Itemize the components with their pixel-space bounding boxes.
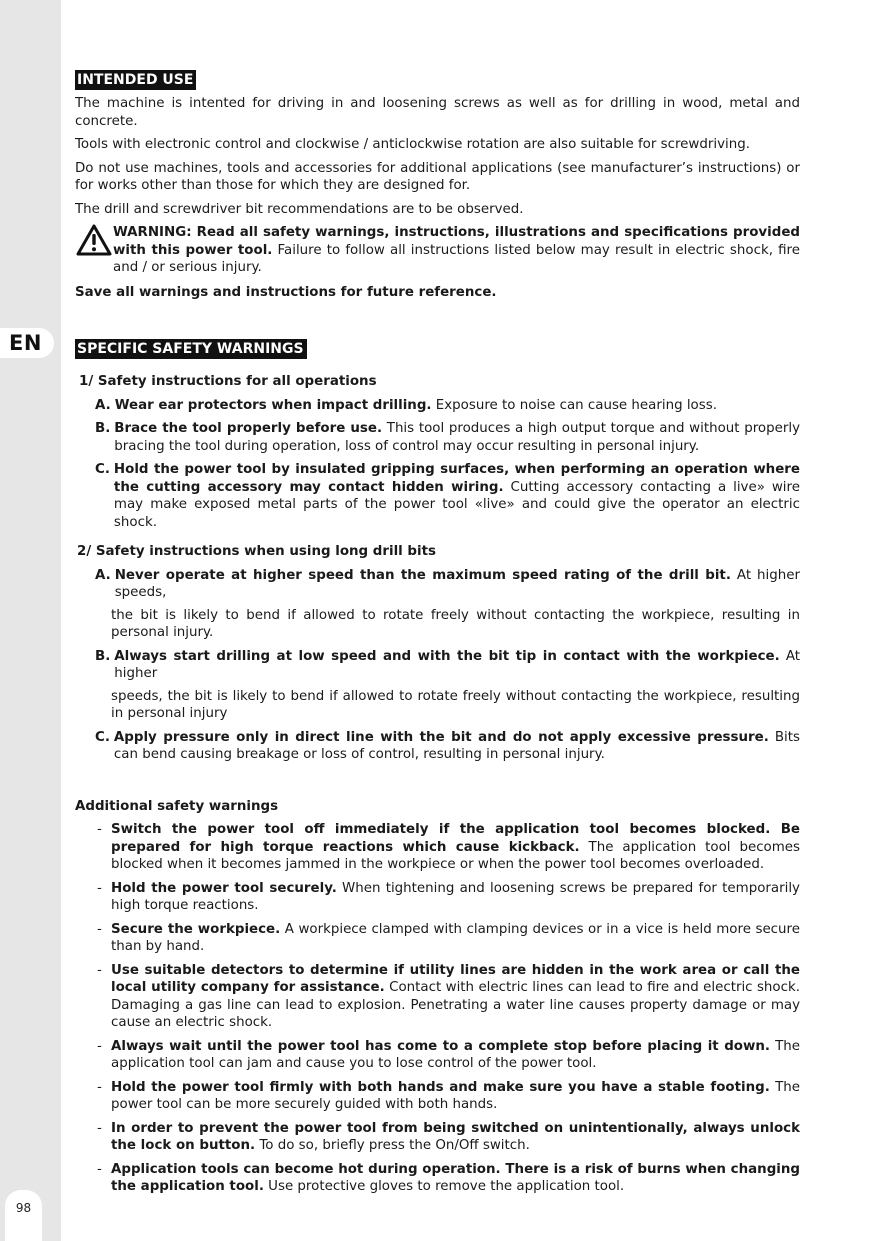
section2-title: 2/ Safety instructions when using long drill bits bbox=[77, 544, 436, 559]
item-bold: Hold the power tool by insulated gripping surfaces, when performing an operation where the cutting accessory may contact hidden wiring. bbox=[113, 462, 800, 495]
side-margin-strip bbox=[0, 0, 61, 1241]
additional-safety-section bbox=[75, 798, 800, 1196]
list-item bbox=[95, 397, 800, 415]
page-content bbox=[75, 70, 800, 1196]
save-instructions-note: Save all warnings and instructions for future reference. bbox=[75, 284, 497, 300]
section1-title: 1/ Safety instructions for all operations bbox=[79, 374, 377, 389]
item-text: At higher bbox=[114, 648, 800, 681]
dash-bullet: - bbox=[97, 1120, 102, 1136]
item-label: B. bbox=[95, 421, 111, 436]
intended-use-paragraph: The drill and screwdriver bit recommendations are to be observed. bbox=[75, 201, 524, 217]
list-item bbox=[95, 729, 800, 764]
dash-bullet: - bbox=[97, 921, 102, 937]
section2-list bbox=[75, 567, 800, 764]
dash-bullet: - bbox=[97, 962, 102, 978]
intended-use-heading: INTENDED USE bbox=[75, 70, 196, 90]
item-continuation: the bit is likely to bend if allowed to rotate freely without contacting the workpiece, resulting in personal injury. bbox=[111, 607, 800, 640]
item-label: C. bbox=[95, 729, 110, 745]
item-bold: Application tools can become hot during operation. There is a risk of burns when changing the application tool. bbox=[111, 1161, 800, 1194]
language-tab: EN bbox=[0, 328, 54, 358]
dash-bullet: - bbox=[97, 1161, 102, 1177]
list-item bbox=[75, 921, 800, 956]
dash-bullet: - bbox=[97, 822, 102, 837]
item-text: Use protective gloves to remove the application tool. bbox=[263, 1179, 625, 1194]
item-continuation: speeds, the bit is likely to bend if allowed to rotate freely without contacting the workpiece, resulting in personal injury bbox=[111, 688, 800, 721]
item-text: Contact with electric lines can lead to fire and electric shock. Damaging a gas line can lead to explosion. Penetrating a water line causes property damage or may cause an electric shock. bbox=[111, 980, 800, 1030]
item-bold: Hold the power tool firmly with both hands and make sure you have a stable footing. bbox=[111, 1079, 770, 1095]
list-item bbox=[75, 962, 800, 1032]
item-bold: Always start drilling at low speed and with the bit tip in contact with the workpiece. bbox=[114, 648, 780, 664]
intended-use-paragraph: Tools with electronic control and clockwise / anticlockwise rotation are also suitable for screwdriving. bbox=[75, 137, 750, 152]
warning-block bbox=[75, 224, 800, 277]
item-bold: Never operate at higher speed than the maximum speed rating of the drill bit. bbox=[114, 567, 731, 583]
item-bold: Use suitable detectors to determine if utility lines are hidden in the work area or call the local utility company for assistance. bbox=[111, 962, 800, 995]
item-bold: Switch the power tool off immediately if the application tool becomes blocked. Be prepared for high torque reactions which cause kickback. bbox=[111, 822, 800, 855]
item-bold: Always wait until the power tool has come to a complete stop before placing it down. bbox=[111, 1038, 770, 1054]
item-text: Cutting accessory contacting a live» wire may make exposed metal parts of the power tool «live» and could give the operator an electric shock. bbox=[113, 479, 800, 530]
list-item bbox=[95, 648, 800, 683]
intended-use-section bbox=[75, 70, 800, 301]
item-bold: Apply pressure only in direct line with the bit and do not apply excessive pressure. bbox=[113, 729, 769, 745]
warning-triangle-icon bbox=[75, 224, 113, 277]
list-item bbox=[75, 1079, 800, 1114]
specific-safety-section bbox=[75, 339, 800, 764]
item-text: The power tool can be more securely guided with both hands. bbox=[111, 1079, 800, 1112]
list-item bbox=[75, 880, 800, 915]
item-text: When tightening and loosening screws be prepared for temporarily high torque reactions. bbox=[111, 880, 800, 913]
section1-list bbox=[75, 397, 800, 532]
specific-safety-heading: SPECIFIC SAFETY WARNINGS bbox=[75, 339, 307, 359]
item-text: To do so, briefly press the On/Off switch. bbox=[255, 1138, 530, 1153]
dash-bullet: - bbox=[97, 1038, 102, 1054]
item-bold: In order to prevent the power tool from being switched on unintentionally, always unlock the lock on button. bbox=[111, 1120, 800, 1153]
item-text: The application tool can jam and cause you to lose control of the power tool. bbox=[111, 1038, 800, 1071]
item-text: Exposure to noise can cause hearing loss. bbox=[431, 397, 717, 413]
intended-use-paragraph: The machine is intented for driving in and loosening screws as well as for drilling in wood, metal and concrete. bbox=[75, 96, 800, 129]
intended-use-paragraph: Do not use machines, tools and accessories for additional applications (see manufacturer’s instructions) or for works other than those for which they are designed for. bbox=[75, 160, 800, 193]
item-label: A. bbox=[95, 567, 111, 583]
additional-title: Additional safety warnings bbox=[75, 798, 279, 814]
list-item bbox=[95, 567, 800, 602]
item-bold: Secure the workpiece. bbox=[111, 921, 281, 937]
item-label: B. bbox=[95, 648, 111, 664]
item-label: A. bbox=[95, 397, 111, 413]
item-text: This tool produces a high output torque and without properly bracing the tool during operation, loss of control may occur resulting in personal injury. bbox=[114, 421, 800, 454]
warning-body: Failure to follow all instructions listed below may result in electric shock, fire and / or serious injury. bbox=[113, 242, 800, 275]
item-text: The application tool becomes blocked when it becomes jammed in the workpiece or when the power tool becomes overloaded. bbox=[111, 839, 801, 872]
item-text: A workpiece clamped with clamping devices or in a vice is held more secure than by hand. bbox=[111, 921, 800, 954]
warning-text bbox=[113, 224, 800, 277]
item-bold: Hold the power tool securely. bbox=[111, 880, 337, 896]
item-bold: Brace the tool properly before use. bbox=[114, 421, 383, 436]
item-text: Bits can bend causing breakage or loss of control, resulting in personal injury. bbox=[113, 729, 801, 762]
list-item bbox=[75, 1161, 800, 1196]
page-number: 98 bbox=[5, 1190, 42, 1241]
list-item bbox=[95, 420, 800, 455]
item-text: At higher speeds, bbox=[114, 567, 800, 600]
item-label: C. bbox=[95, 462, 110, 477]
list-item bbox=[95, 461, 800, 531]
dash-bullet: - bbox=[97, 880, 102, 896]
item-bold: Wear ear protectors when impact drilling. bbox=[114, 397, 432, 413]
warning-bold: WARNING: Read all safety warnings, instructions, illustrations and specifications provided with this power tool. bbox=[113, 225, 800, 258]
list-item bbox=[75, 821, 800, 874]
list-item bbox=[75, 1038, 800, 1073]
list-item bbox=[75, 1120, 800, 1155]
dash-bullet: - bbox=[97, 1079, 102, 1095]
